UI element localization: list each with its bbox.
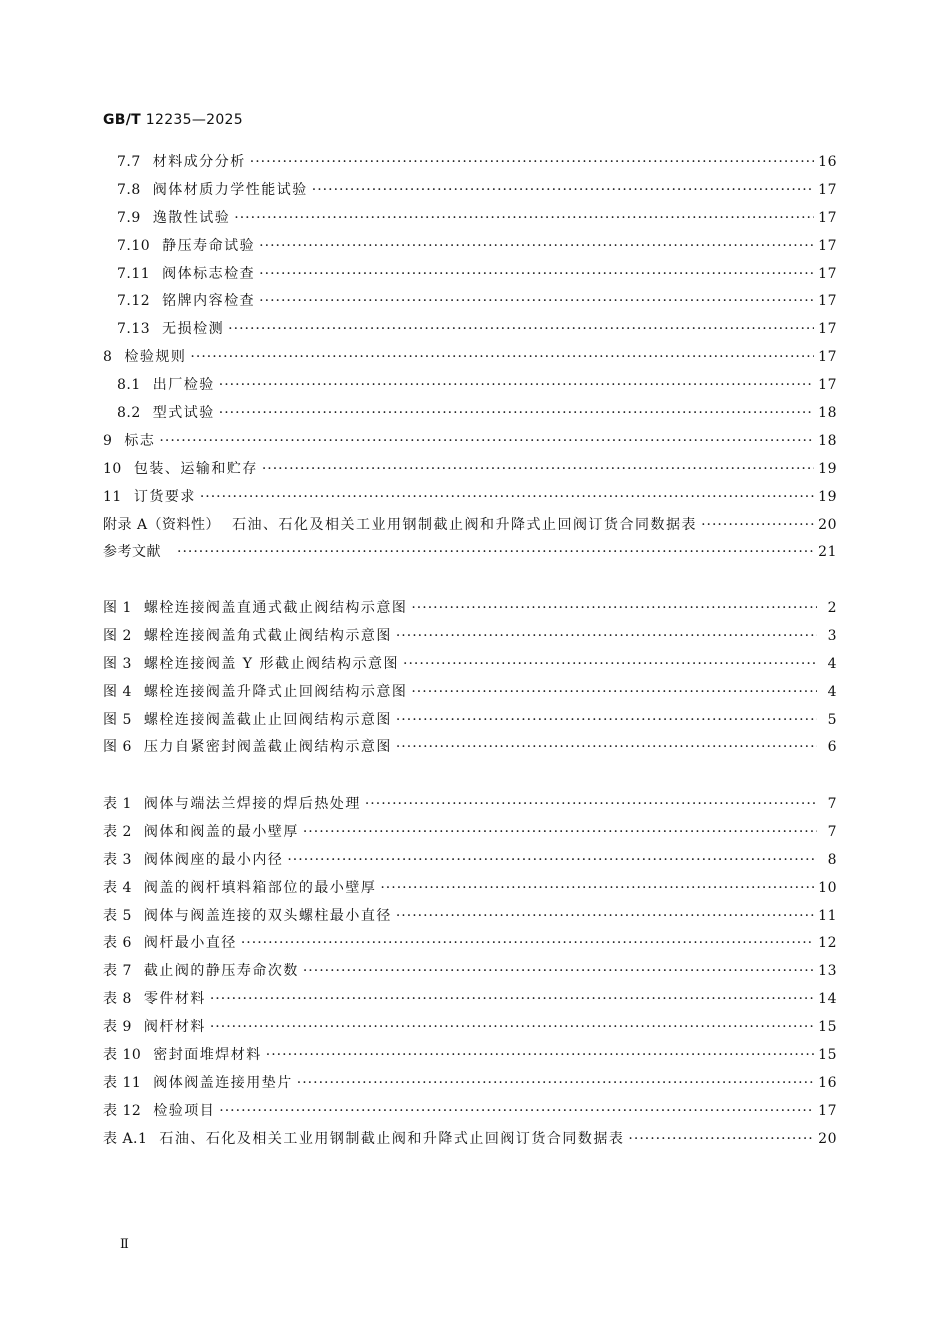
toc-entry[interactable]: [103, 430, 837, 458]
toc-entry-page: 17: [818, 181, 837, 198]
toc-entry[interactable]: [103, 346, 837, 374]
table-entry-page: 7: [827, 796, 837, 812]
table-entry-number: 表 9: [103, 1019, 132, 1036]
figure-entry-number: 图 3: [103, 655, 132, 672]
figure-entry-page: 6: [827, 739, 837, 756]
table-entry[interactable]: [103, 849, 837, 877]
figure-entry-page: 5: [827, 711, 837, 728]
toc-entry-number: 7.12: [117, 293, 151, 310]
table-entry-number: 表 1: [103, 796, 132, 812]
table-entry-number: 表 5: [103, 907, 132, 924]
toc-entry[interactable]: [103, 207, 837, 235]
figure-entry-number: 图 5: [103, 711, 132, 728]
dot-leader: [403, 656, 817, 672]
table-entry-title: 阀体与阀盖连接的双头螺柱最小直径: [143, 907, 392, 924]
table-entry-title: 密封面堆焊材料: [153, 1047, 262, 1064]
dot-leader: [396, 908, 814, 924]
dot-leader: [219, 405, 814, 421]
table-entry-number: 表 10: [103, 1047, 142, 1064]
table-entry-page: 15: [818, 1047, 837, 1064]
table-entry-number: 表 11: [103, 1074, 142, 1091]
dot-leader: [411, 600, 817, 616]
toc-entry-title: 无损检测: [162, 321, 225, 338]
figure-entry-title: 螺栓连接阀盖直通式截止阀结构示意图: [143, 600, 408, 616]
table-entry-title: 零件材料: [143, 991, 206, 1008]
toc-entry-page: 17: [818, 265, 837, 282]
toc-entry-number: 7.9: [117, 209, 141, 226]
toc-entry-number: 7.11: [117, 265, 151, 282]
toc-entry-page: 18: [818, 432, 837, 449]
dot-leader: [259, 293, 814, 309]
dot-leader: [287, 852, 817, 868]
figure-entry-page: 4: [827, 683, 837, 700]
table-entry-number: 表 4: [103, 879, 132, 896]
table-entry[interactable]: [103, 793, 837, 821]
figure-entry-number: 图 1: [103, 600, 132, 616]
table-entry-title: 阀体与端法兰焊接的焊后热处理: [143, 796, 361, 812]
toc-entry-title: 包装、运输和贮存: [133, 460, 258, 477]
table-entry-title: 石油、石化及相关工业用钢制截止阀和升降式止回阀订货合同数据表: [159, 1130, 625, 1147]
page-number: Ⅱ: [120, 1237, 129, 1252]
figure-entry-title: 螺栓连接阀盖角式截止阀结构示意图: [143, 627, 392, 644]
toc-entry-number: 9: [103, 432, 113, 449]
figure-entry-title: 压力自紧密封阀盖截止阀结构示意图: [143, 739, 392, 756]
table-entry-page: 16: [818, 1074, 837, 1091]
dot-leader: [190, 349, 814, 365]
toc-entry-title: 材料成分分析: [152, 154, 246, 170]
toc-entry-page: 17: [818, 321, 837, 338]
dot-leader: [396, 628, 817, 644]
toc-entry-page: 17: [818, 377, 837, 394]
table-entry-title: 阀杆材料: [143, 1019, 206, 1036]
toc-entry-number: 8.1: [117, 377, 141, 394]
toc-entry-page: 20: [818, 516, 837, 533]
toc-entry[interactable]: [103, 290, 837, 318]
toc-entry-title: 阀体标志检查: [162, 265, 256, 282]
dot-leader: [701, 517, 814, 533]
toc-entry-number: 7.13: [117, 321, 151, 338]
dot-leader: [365, 796, 817, 812]
table-entry-page: 13: [818, 963, 837, 980]
dot-leader: [396, 712, 817, 728]
toc-entry-page: 17: [818, 209, 837, 226]
toc-entry-title: 静压寿命试验: [162, 237, 256, 254]
document-header: [103, 112, 243, 128]
table-entry-number: 表 A.1: [103, 1130, 148, 1147]
toc-entry-number: 10: [103, 460, 122, 477]
toc-entry[interactable]: [103, 263, 837, 291]
table-entry[interactable]: [103, 1016, 837, 1044]
toc-entry-title: 石油、石化及相关工业用钢制截止阀和升降式止回阀订货合同数据表: [232, 516, 698, 533]
table-entry-title: 阀杆最小直径: [143, 935, 237, 952]
dot-leader: [262, 461, 814, 477]
figure-entry[interactable]: [103, 597, 837, 625]
dot-leader: [219, 1103, 814, 1119]
table-entry-title: 截止阀的静压寿命次数: [143, 963, 299, 980]
table-entry-number: 表 7: [103, 963, 132, 980]
dot-leader: [200, 489, 814, 505]
toc-entry-title: 逸散性试验: [152, 209, 231, 226]
toc-entry-number: 8: [103, 349, 113, 366]
table-entry-number: 表 12: [103, 1102, 142, 1119]
table-entry-title: 检验项目: [153, 1102, 216, 1119]
toc-entry-page: 19: [818, 460, 837, 477]
dot-leader: [234, 210, 814, 226]
dot-leader: [266, 1047, 814, 1063]
table-entry-title: 阀体和阀盖的最小壁厚: [143, 823, 299, 840]
toc-entry[interactable]: [103, 486, 837, 514]
table-entry-page: 11: [818, 907, 837, 924]
dot-leader: [210, 1019, 814, 1035]
table-entry-page: 14: [818, 991, 837, 1008]
table-entry-page: 20: [818, 1130, 837, 1147]
toc-entry[interactable]: [103, 541, 837, 569]
figure-entry[interactable]: [103, 709, 837, 737]
toc-entry[interactable]: [103, 402, 837, 430]
figure-entry-page: 4: [827, 655, 837, 672]
contents-list: [103, 151, 837, 569]
figure-entry[interactable]: [103, 736, 837, 764]
figure-entry-number: 图 2: [103, 627, 132, 644]
dot-leader: [241, 935, 814, 951]
dot-leader: [396, 739, 817, 755]
table-entry[interactable]: [103, 877, 837, 905]
toc-entry-title: 阀体材质力学性能试验: [152, 181, 308, 198]
table-entry[interactable]: [103, 905, 837, 933]
figures-list: [103, 597, 837, 764]
toc-entry[interactable]: [103, 374, 837, 402]
table-entry-title: 阀体阀盖连接用垫片: [153, 1074, 293, 1091]
table-entry-number: 表 8: [103, 991, 132, 1008]
table-entry[interactable]: [103, 1128, 837, 1156]
toc-entry-title: 铭牌内容检查: [162, 293, 256, 310]
toc-entry-page: 18: [818, 405, 837, 422]
table-entry[interactable]: [103, 1100, 837, 1128]
figure-entry[interactable]: [103, 681, 837, 709]
dot-leader: [210, 991, 814, 1007]
toc-entry[interactable]: [103, 318, 837, 346]
dot-leader: [159, 433, 814, 449]
table-entry-page: 15: [818, 1019, 837, 1036]
table-entry[interactable]: [103, 1072, 837, 1100]
toc-entry-title: 出厂检验: [152, 377, 215, 394]
dot-leader: [303, 824, 817, 840]
toc-entry-page: 21: [818, 544, 837, 561]
table-entry-page: 17: [818, 1102, 837, 1119]
toc-entry[interactable]: [103, 235, 837, 263]
toc-entry-page: 19: [818, 488, 837, 505]
table-entry-page: 10: [818, 879, 837, 896]
toc-entry-number: 附录 A（资料性）: [103, 516, 221, 533]
dot-leader: [259, 266, 814, 282]
dot-leader: [228, 321, 814, 337]
figure-entry-title: 螺栓连接阀盖 Y 形截止阀结构示意图: [143, 655, 400, 672]
figure-entry-title: 螺栓连接阀盖截止止回阀结构示意图: [143, 711, 392, 728]
figure-entry-page: 3: [827, 627, 837, 644]
toc-entry-number: 7.8: [117, 181, 141, 198]
toc-entry-number: 11: [103, 488, 122, 505]
table-entry[interactable]: [103, 821, 837, 849]
figure-entry-number: 图 6: [103, 739, 132, 756]
toc-entry-title: 型式试验: [152, 405, 215, 422]
table-entry[interactable]: [103, 932, 837, 960]
standard-code: GB/T: [103, 112, 142, 128]
figure-entry[interactable]: [103, 653, 837, 681]
dot-leader: [250, 154, 814, 170]
figure-entry[interactable]: [103, 625, 837, 653]
dot-leader: [177, 544, 814, 560]
table-entry-page: 7: [827, 823, 837, 840]
toc-entry-page: 17: [818, 293, 837, 310]
toc-entry-page: 17: [818, 237, 837, 254]
dot-leader: [303, 963, 814, 979]
dot-leader: [219, 377, 814, 393]
toc-entry-page: 16: [818, 154, 837, 170]
toc-entry-title: 检验规则: [124, 349, 187, 366]
tables-list: [103, 793, 837, 1156]
dot-leader: [628, 1131, 814, 1147]
dot-leader: [312, 182, 814, 198]
toc-entry-number: 7.7: [117, 154, 141, 170]
table-entry[interactable]: [103, 960, 837, 988]
table-entry[interactable]: [103, 1044, 837, 1072]
figure-entry-page: 2: [827, 600, 837, 616]
figure-entry-number: 图 4: [103, 683, 132, 700]
toc-entry-number: 7.10: [117, 237, 151, 254]
toc-entry-title: 订货要求: [133, 488, 196, 505]
toc-entry-title: 标志: [124, 432, 156, 449]
dot-leader: [259, 238, 814, 254]
table-entry-title: 阀盖的阀杆填料箱部位的最小壁厚: [143, 879, 377, 896]
table-entry-number: 表 2: [103, 823, 132, 840]
dot-leader: [297, 1075, 814, 1091]
figure-entry-title: 螺栓连接阀盖升降式止回阀结构示意图: [143, 683, 408, 700]
standard-number: 12235—2025: [145, 112, 243, 128]
toc-entry-number: 参考文献: [103, 544, 161, 561]
table-entry-page: 8: [827, 851, 837, 868]
toc-entry-page: 17: [818, 349, 837, 366]
table-entry[interactable]: [103, 988, 837, 1016]
table-entry-number: 表 6: [103, 935, 132, 952]
toc-entry[interactable]: [103, 179, 837, 207]
toc-entry[interactable]: [103, 458, 837, 486]
dot-leader: [411, 684, 817, 700]
toc-entry-number: 8.2: [117, 405, 141, 422]
table-entry-page: 12: [818, 935, 837, 952]
table-entry-title: 阀体阀座的最小内径: [143, 851, 284, 868]
table-entry-number: 表 3: [103, 851, 132, 868]
dot-leader: [380, 880, 814, 896]
toc-entry[interactable]: [103, 514, 837, 542]
toc-entry[interactable]: [103, 151, 837, 179]
